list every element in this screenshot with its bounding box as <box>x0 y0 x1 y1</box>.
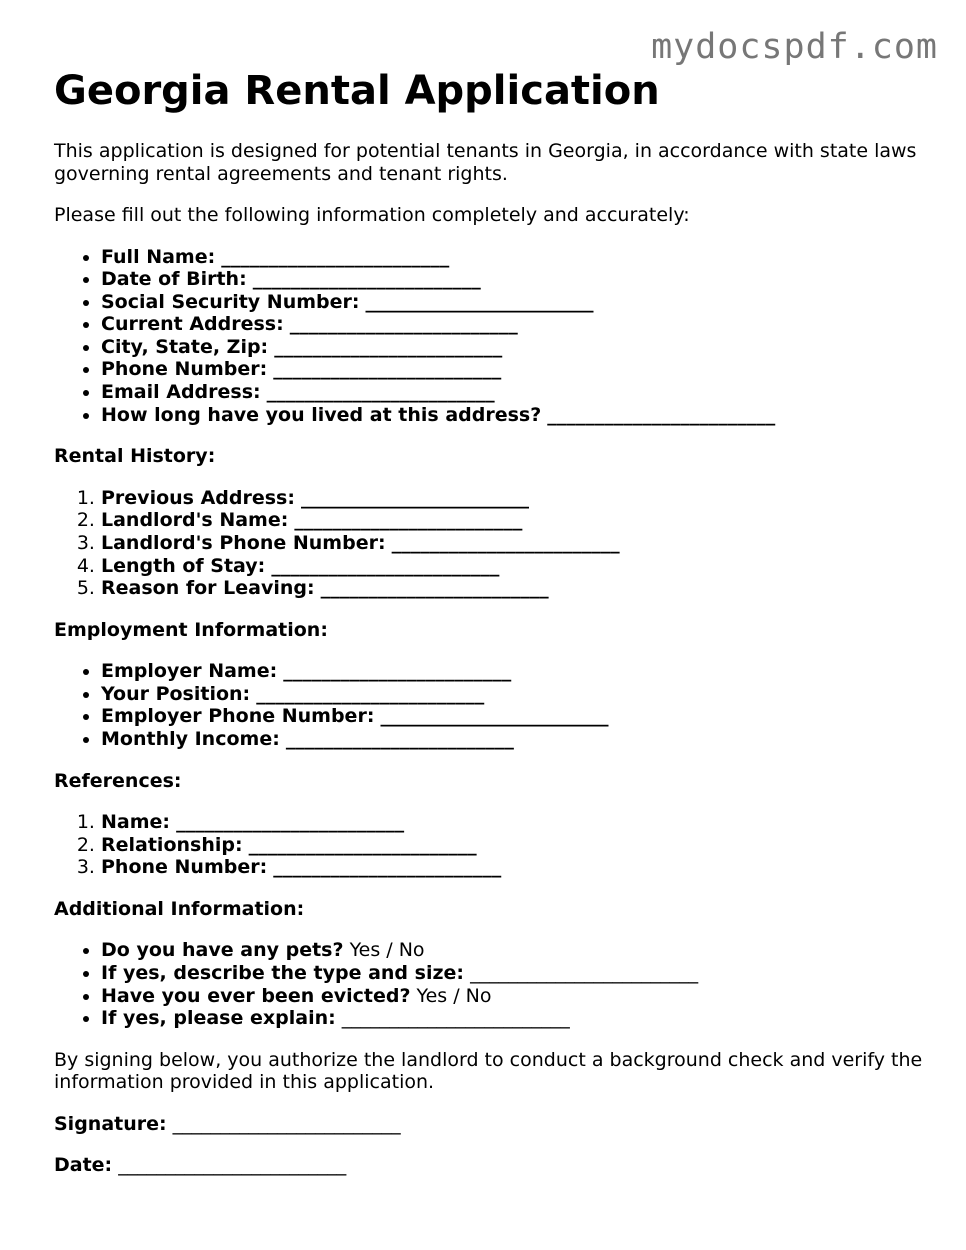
fill-blank[interactable]: ________________________ <box>221 245 450 268</box>
yes-no-choice[interactable]: Yes / No <box>416 984 492 1007</box>
fill-blank[interactable]: ________________________ <box>320 577 549 600</box>
fill-blank[interactable]: ________________________ <box>285 728 514 750</box>
field-label: Relationship: <box>101 833 243 856</box>
field-label: Do you have any pets? <box>101 939 344 962</box>
field-label: How long have you lived at this address? <box>101 403 542 426</box>
yes-no-choice[interactable]: Yes / No <box>349 939 425 962</box>
signature-blank[interactable]: ________________________ <box>172 1112 401 1135</box>
field-label: Full Name: <box>101 245 216 268</box>
fill-blank[interactable]: ________________________ <box>266 381 495 404</box>
field-label: Landlord's Phone Number: <box>101 531 386 554</box>
fill-blank[interactable]: ________________________ <box>380 705 609 728</box>
fill-blank[interactable]: ________________________ <box>301 486 530 509</box>
field-label: If yes, describe the type and size: <box>101 961 465 984</box>
document-page <box>54 68 924 1196</box>
list-item <box>101 487 924 510</box>
list-item <box>101 532 924 555</box>
employment-heading: Employment Information: <box>54 618 328 641</box>
list-item <box>101 555 924 578</box>
fill-blank[interactable]: ________________________ <box>273 856 502 879</box>
additional-list <box>54 939 924 1029</box>
list-item <box>101 404 924 427</box>
date-blank[interactable]: ________________________ <box>118 1154 347 1177</box>
field-label: Landlord's Name: <box>101 509 289 532</box>
list-item <box>101 683 924 706</box>
page-title: Georgia Rental Application <box>54 68 660 114</box>
field-label: Length of Stay: <box>101 554 266 577</box>
field-label: If yes, please explain: <box>101 1007 336 1030</box>
list-item <box>101 660 924 683</box>
watermark: mydocspdf.com <box>651 27 938 67</box>
list-item <box>101 509 924 532</box>
list-item <box>101 985 924 1008</box>
personal-info-list <box>54 246 924 427</box>
field-label: City, State, Zip: <box>101 335 269 358</box>
field-label: Date of Birth: <box>101 268 247 291</box>
list-item <box>101 291 924 314</box>
field-label: Phone Number: <box>101 358 268 381</box>
list-item <box>101 728 924 751</box>
references-list <box>54 811 924 879</box>
signature-line <box>54 1113 924 1136</box>
field-label: Have you ever been evicted? <box>101 984 411 1007</box>
list-item <box>101 336 924 359</box>
field-label: Social Security Number: <box>101 290 360 313</box>
list-item <box>101 811 924 834</box>
list-item <box>101 856 924 879</box>
fill-blank[interactable]: ________________________ <box>248 833 477 856</box>
fill-blank[interactable]: ________________________ <box>289 313 518 336</box>
field-label: Your Position: <box>101 682 251 705</box>
fill-blank[interactable]: ________________________ <box>274 335 503 358</box>
references-heading: References: <box>54 769 182 792</box>
list-item <box>101 939 924 962</box>
list-item <box>101 268 924 291</box>
signature-label: Signature: <box>54 1112 167 1135</box>
fill-blank[interactable]: ________________________ <box>470 961 699 984</box>
list-item <box>101 962 924 985</box>
date-line <box>54 1154 924 1177</box>
field-label: Email Address: <box>101 381 261 404</box>
fill-blank[interactable]: ________________________ <box>341 1007 570 1030</box>
list-item <box>101 246 924 269</box>
intro-paragraph: This application is designed for potential tenants in Georgia, in accordance with state laws governing rental agreements and tenant rights. <box>54 140 917 185</box>
instruction-paragraph: Please fill out the following information completely and accurately: <box>54 204 690 226</box>
field-label: Employer Name: <box>101 660 278 683</box>
field-label: Reason for Leaving: <box>101 577 315 600</box>
field-label: Current Address: <box>101 313 284 336</box>
rental-history-list <box>54 487 924 600</box>
list-item <box>101 313 924 336</box>
fill-blank[interactable]: ________________________ <box>271 554 500 577</box>
fill-blank[interactable]: ________________________ <box>365 290 594 313</box>
fill-blank[interactable]: ________________________ <box>256 682 485 705</box>
additional-heading: Additional Information: <box>54 897 305 920</box>
field-label: Employer Phone Number: <box>101 705 375 728</box>
fill-blank[interactable]: ________________________ <box>547 403 776 426</box>
list-item <box>101 1007 924 1030</box>
authorization-paragraph: By signing below, you authorize the landlord to conduct a background check and verify the information provided in this application. <box>54 1048 923 1094</box>
employment-list <box>54 660 924 750</box>
fill-blank[interactable]: ________________________ <box>176 811 405 834</box>
list-item <box>101 381 924 404</box>
fill-blank[interactable]: ________________________ <box>283 660 512 683</box>
field-label: Phone Number: <box>101 856 268 879</box>
field-label: Previous Address: <box>101 486 295 509</box>
fill-blank[interactable]: ________________________ <box>252 268 481 291</box>
date-label: Date: <box>54 1154 113 1177</box>
list-item <box>101 834 924 857</box>
rental-history-heading: Rental History: <box>54 445 216 468</box>
field-label: Name: <box>101 811 171 834</box>
list-item <box>101 358 924 381</box>
list-item <box>101 705 924 728</box>
field-label: Monthly Income: <box>101 728 280 750</box>
list-item <box>101 577 924 600</box>
fill-blank[interactable]: ________________________ <box>294 509 523 532</box>
fill-blank[interactable]: ________________________ <box>391 531 620 554</box>
fill-blank[interactable]: ________________________ <box>273 358 502 381</box>
